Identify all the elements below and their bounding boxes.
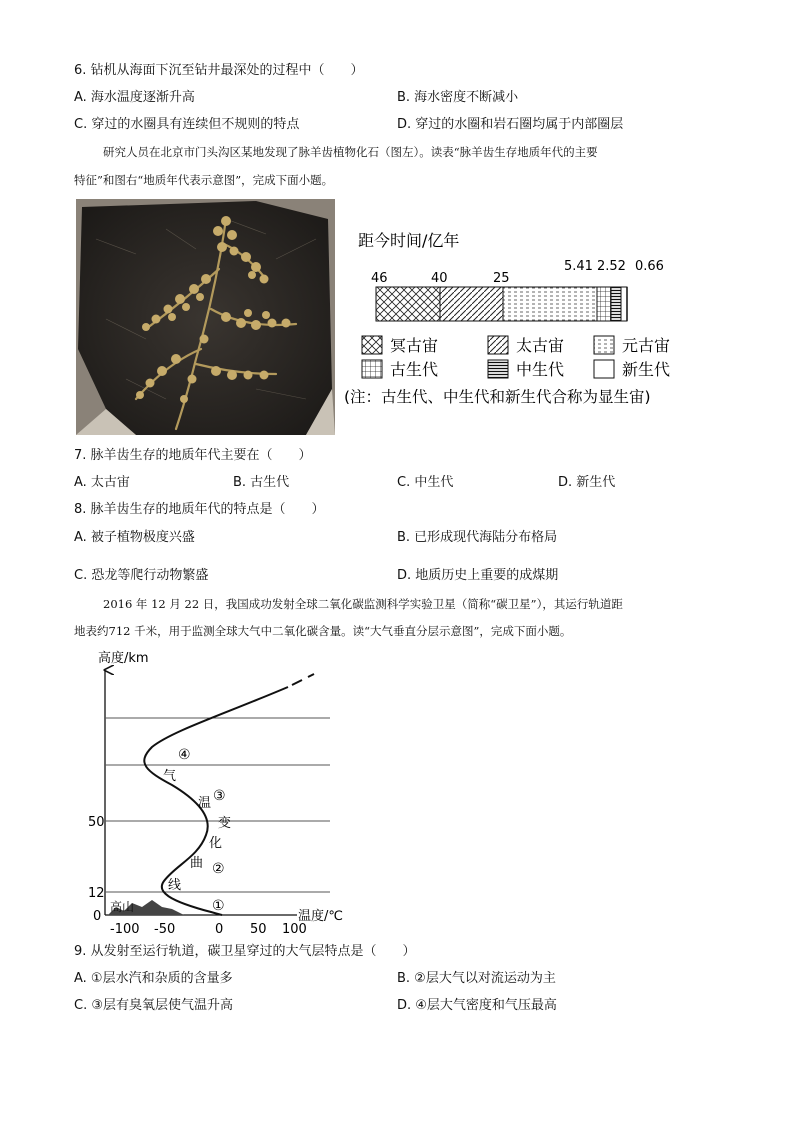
- legend-archean: 太古宙: [516, 336, 565, 355]
- q9-option-b[interactable]: B. ②层大气以对流运动为主: [397, 971, 556, 986]
- legend-swatch-hadean: [362, 336, 382, 354]
- atm-xtick-50: 50: [250, 922, 267, 937]
- bar-archean: [440, 287, 503, 321]
- bar-mesozoic: [611, 287, 621, 321]
- legend-swatch-mesozoic: [488, 360, 508, 378]
- passage1-line1: 研究人员在北京市门头沟区某地发现了脉羊齿植物化石（图左）。读表“脉羊齿生存地质年代的主要: [103, 145, 598, 159]
- atm-ytick-50: 50: [88, 815, 105, 830]
- atm-xtick-0: 0: [215, 922, 224, 937]
- bar-paleozoic: [597, 287, 611, 321]
- legend-mesozoic: 中生代: [516, 360, 565, 379]
- layer-1-label: ①: [212, 898, 225, 914]
- layer-2-label: ②: [212, 861, 225, 877]
- bar-hadean: [376, 287, 440, 321]
- q8-option-b[interactable]: B. 已形成现代海陆分布格局: [397, 530, 558, 545]
- curve-label-char-3: 变: [218, 816, 232, 831]
- legend-swatch-archean: [488, 336, 508, 354]
- legend-hadean: 冥古宙: [390, 336, 439, 355]
- layer-4-label: ④: [178, 747, 191, 763]
- q9-option-d[interactable]: D. ④层大气密度和气压最高: [397, 998, 557, 1013]
- q8-option-a[interactable]: A. 被子植物极度兴盛: [74, 530, 195, 545]
- atm-xtick-100: 100: [282, 922, 307, 937]
- geo-tick-5-41: 5.41: [564, 259, 593, 274]
- atmosphere-layers-diagram: [72, 645, 362, 940]
- atm-y-label: 高度/km: [98, 651, 149, 666]
- q6-stem: 6. 钻机从海面下沉至钻井最深处的过程中（ ）: [74, 63, 364, 78]
- q8-option-c[interactable]: C. 恐龙等爬行动物繁盛: [74, 568, 209, 583]
- geo-tick-2-52: 2.52: [597, 259, 626, 274]
- q7-option-d[interactable]: D. 新生代: [558, 475, 616, 490]
- passage2-line2: 地表约712 千米，用于监测全球大气中二氧化碳含量。读“大气垂直分层示意图”，完成下面小题。: [74, 624, 572, 638]
- mountain-label: 高山: [110, 900, 135, 914]
- q7-stem: 7. 脉羊齿生存的地质年代主要在（ ）: [74, 448, 312, 463]
- bar-proterozoic: [503, 287, 597, 321]
- q7-option-a[interactable]: A. 太古宙: [74, 475, 130, 490]
- geo-tick-25: 25: [493, 271, 510, 286]
- atm-xtick-minus100: -100: [110, 922, 140, 937]
- curve-label-char-4: 化: [209, 836, 223, 851]
- legend-proterozoic: 元古宙: [622, 336, 671, 355]
- curve-label-char-5: 曲: [190, 856, 204, 871]
- legend-swatch-cenozoic: [594, 360, 614, 378]
- q9-option-a[interactable]: A. ①层水汽和杂质的含量多: [74, 971, 233, 986]
- geo-chart-note: (注：古生代、中生代和新生代合称为显生宙): [344, 388, 651, 406]
- legend-cenozoic: 新生代: [622, 360, 671, 379]
- atm-ytick-12: 12: [88, 886, 105, 901]
- q7-option-c[interactable]: C. 中生代: [397, 475, 454, 490]
- geo-chart-title: 距今时间/亿年: [358, 231, 460, 250]
- q6-option-c[interactable]: C. 穿过的水圈具有连续但不规则的特点: [74, 117, 300, 132]
- geo-tick-46: 46: [371, 271, 388, 286]
- q6-option-a[interactable]: A. 海水温度逐渐升高: [74, 90, 195, 105]
- q9-option-c[interactable]: C. ③层有臭氧层使气温升高: [74, 998, 233, 1013]
- q6-option-d[interactable]: D. 穿过的水圈和岩石圈均属于内部圈层: [397, 117, 624, 132]
- geologic-time-chart: [340, 226, 720, 412]
- q6-option-b[interactable]: B. 海水密度不断减小: [397, 90, 519, 105]
- q8-option-d[interactable]: D. 地质历史上重要的成煤期: [397, 568, 559, 583]
- legend-paleozoic: 古生代: [390, 360, 439, 379]
- atm-x-label: 温度/℃: [298, 909, 343, 924]
- q7-option-b[interactable]: B. 古生代: [233, 475, 290, 490]
- legend-swatch-paleozoic: [362, 360, 382, 378]
- passage1-line2: 特征”和图右“地质年代表示意图”，完成下面小题。: [74, 173, 334, 187]
- atm-ytick-0: 0: [93, 909, 102, 924]
- geo-tick-40: 40: [431, 271, 448, 286]
- atm-xtick-minus50: -50: [154, 922, 176, 937]
- layer-3-label: ③: [213, 788, 226, 804]
- geo-tick-0-66: 0.66: [635, 259, 664, 274]
- passage2-line1: 2016 年 12 月 22 日，我国成功发射全球二氧化碳监测科学实验卫星（简称“碳卫星”），其运行轨道距: [103, 597, 623, 611]
- legend-swatch-proterozoic: [594, 336, 614, 354]
- curve-label-char-1: 气: [163, 769, 177, 784]
- curve-label-char-2: 温: [198, 796, 212, 811]
- q9-stem: 9. 从发射至运行轨道，碳卫星穿过的大气层特点是（ ）: [74, 944, 416, 959]
- bar-cenozoic: [621, 287, 627, 321]
- q8-stem: 8. 脉羊齿生存的地质年代的特点是（ ）: [74, 502, 325, 517]
- curve-label-char-6: 线: [168, 878, 182, 893]
- fern-fossil-photo: [76, 199, 335, 435]
